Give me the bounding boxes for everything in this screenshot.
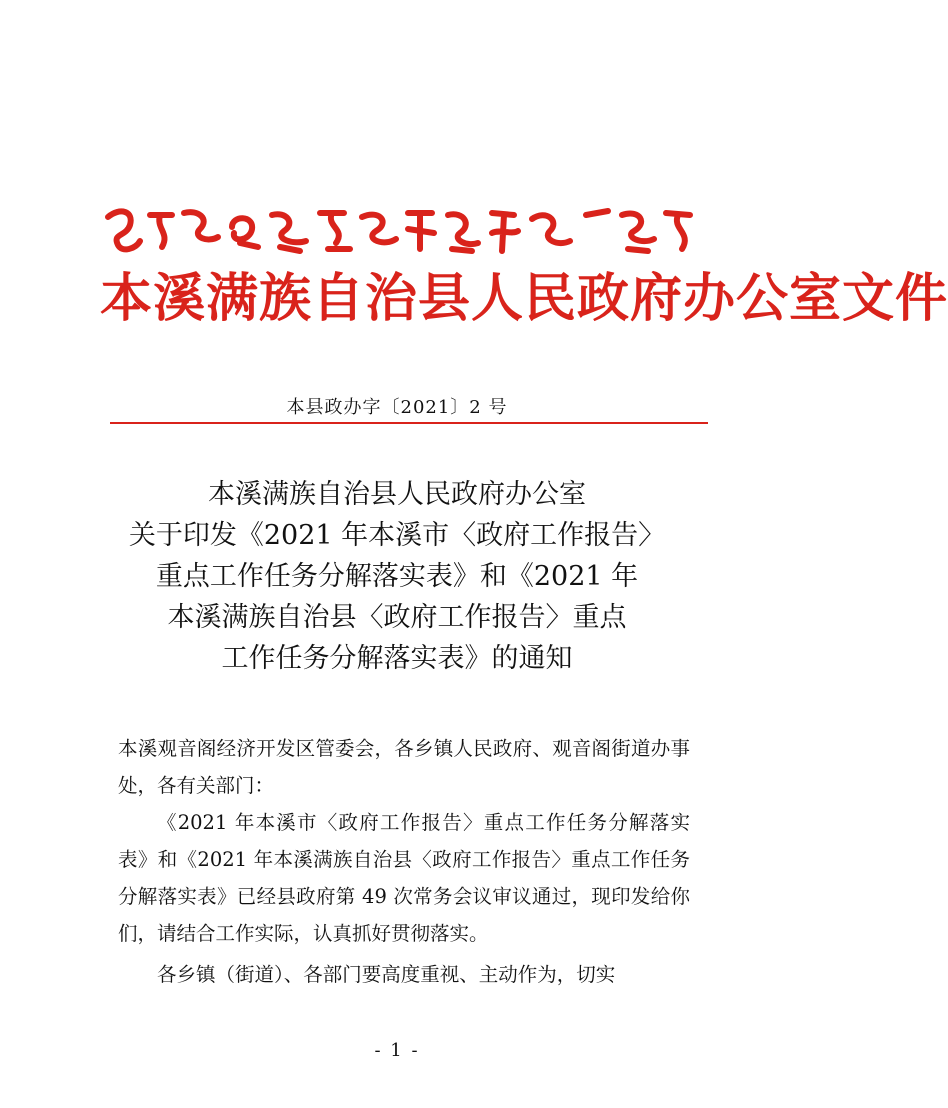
title-line: 重点工作任务分解落实表》和《2021 年 bbox=[155, 561, 639, 592]
title-line: 本溪满族自治县人民政府办公室 bbox=[208, 479, 586, 510]
issuing-authority-title: 本溪满族自治县人民政府办公室文件 bbox=[100, 269, 948, 329]
document-number: 本县政办字〔2021〕2 号 bbox=[286, 397, 508, 418]
document-title bbox=[90, 474, 704, 679]
title-line: 关于印发《2021 年本溪市〈政府工作报告〉 bbox=[128, 520, 666, 551]
addressee: 本溪观音阁经济开发区管委会，各乡镇人民政府、观音阁街道办事处，各有关部门： bbox=[118, 737, 690, 797]
document-body bbox=[118, 730, 690, 993]
red-divider-line bbox=[110, 422, 708, 424]
title-line: 本溪满族自治县〈政府工作报告〉重点 bbox=[167, 602, 627, 633]
red-header bbox=[100, 203, 948, 343]
title-line: 工作任务分解落实表》的通知 bbox=[221, 643, 573, 674]
body-paragraph: 《2021 年本溪市〈政府工作报告〉重点工作任务分解落实表》和《2021 年本溪满族自治县〈政府工作报告〉重点工作任务分解落实表》已经县政府第 49 次常务会议审议通过，现印发给你们，请结合工作实际，认真抓好贯彻落实。 bbox=[118, 811, 690, 945]
manchu-script-graphic bbox=[100, 203, 700, 257]
page-number: - 1 - bbox=[374, 1040, 420, 1061]
manchu-script-logo bbox=[100, 203, 700, 257]
body-paragraph: 各乡镇（街道）、各部门要高度重视、主动作为，切实 bbox=[157, 963, 616, 986]
